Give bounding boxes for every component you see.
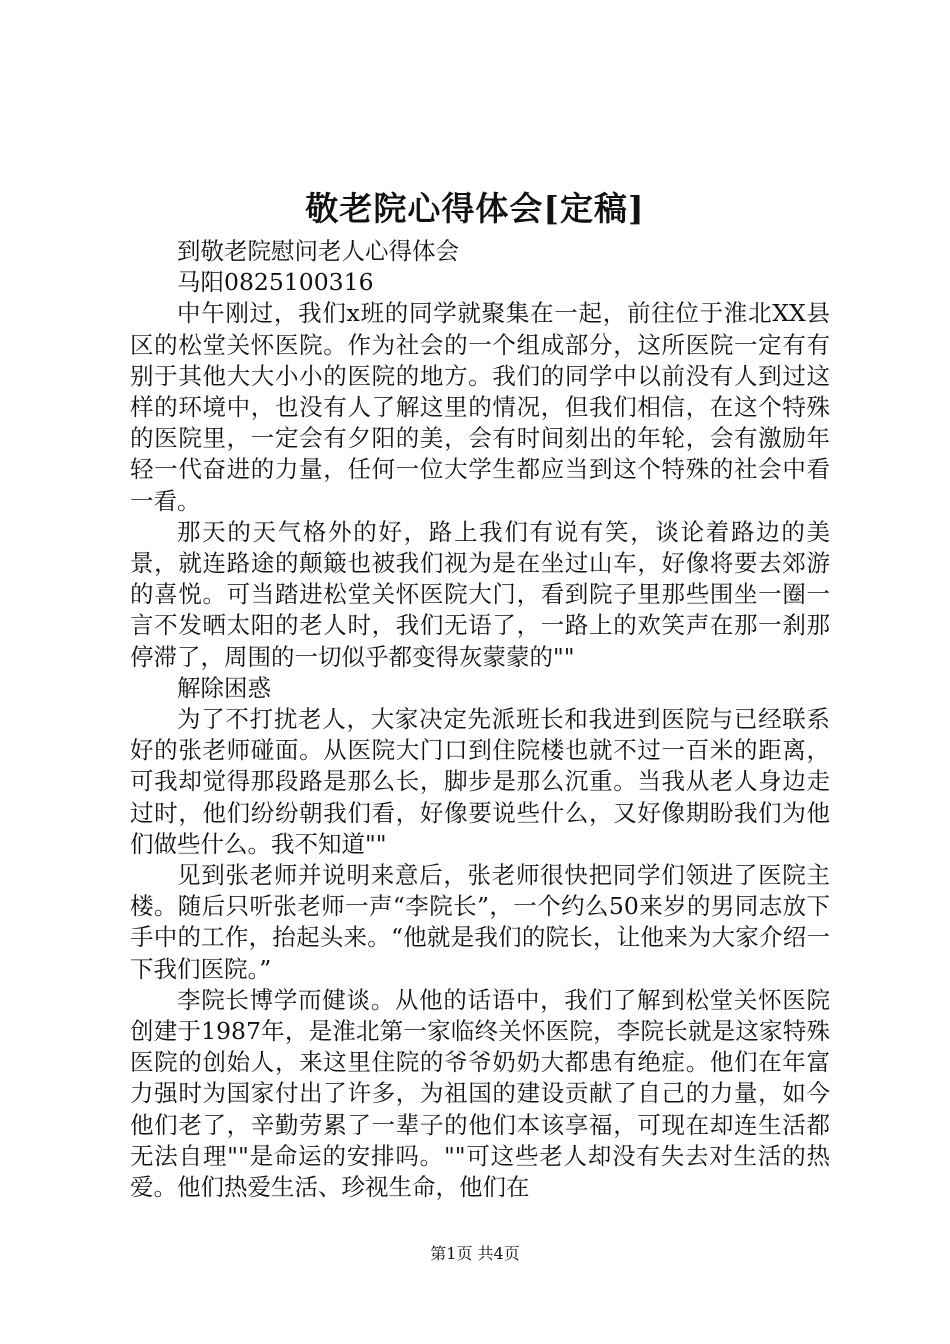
body-paragraph: 为了不打扰老人，大家决定先派班长和我进到医院与已经联系好的张老师碰面。从医院大门口到住院楼也就不过一百米的距离，可我却觉得那段路是那么长，脚步是那么沉重。当我从老人身边走过时，他们纷纷朝我们看，好像要说些什么，又好像期盼我们为他们做些什么。我不知道"" xyxy=(130,705,830,858)
page-footer: 第1页 共4页 xyxy=(430,1244,520,1263)
document-body xyxy=(130,236,830,1203)
body-paragraph: 那天的天气格外的好，路上我们有说有笑，谈论着路边的美景，就连路途的颠簸也被我们视为是在坐过山车，好像将要去郊游的喜悦。可当踏进松堂关怀医院大门，看到院子里那些围坐一圈一言不发晒太阳的老人时，我们无语了，一路上的欢笑声在那一刹那停滞了，周围的一切似乎都变得灰蒙蒙的"" xyxy=(130,517,830,671)
subtitle-paragraph: 到敬老院慰问老人心得体会 xyxy=(177,237,459,265)
document-title: 敬老院心得体会[定稿] xyxy=(305,189,645,228)
body-paragraph: 见到张老师并说明来意后，张老师很快把同学们领进了医院主楼。随后只听张老师一声“李院长”，一个约么50来岁的男同志放下手中的工作，抬起头来。“他就是我们的院长，让他来为大家介绍一下我们医院。” xyxy=(130,861,830,983)
section-heading: 解除困惑 xyxy=(177,673,271,702)
body-paragraph: 李院长博学而健谈。从他的话语中，我们了解到松堂关怀医院创建于1987年，是淮北第一家临终关怀医院，李院长就是这家特殊医院的创始人，来这里住院的爷爷奶奶大都患有绝症。他们在年富力强时为国家付出了许多，为祖国的建设贡献了自己的力量，如今他们老了，辛勤劳累了一辈子的他们本该享福，可现在却连生活都无法自理""是命运的安排吗。""可这些老人却没有失去对生活的热爱。他们热爱生活、珍视生命，他们在 xyxy=(130,985,830,1202)
body-paragraph: 中午刚过，我们x班的同学就聚集在一起，前往位于淮北XX县区的松堂关怀医院。作为社会的一个组成部分，这所医院一定有有别于其他大大小小的医院的地方。我们的同学中以前没有人到过这样的环境中，也没有人了解这里的情况，但我们相信，在这个特殊的医院里，一定会有夕阳的美，会有时间刻出的年轮，会有激励年轻一代奋进的力量，任何一位大学生都应当到这个特殊的社会中看一看。 xyxy=(130,299,830,515)
author-line: 马阳0825100316 xyxy=(177,268,374,297)
